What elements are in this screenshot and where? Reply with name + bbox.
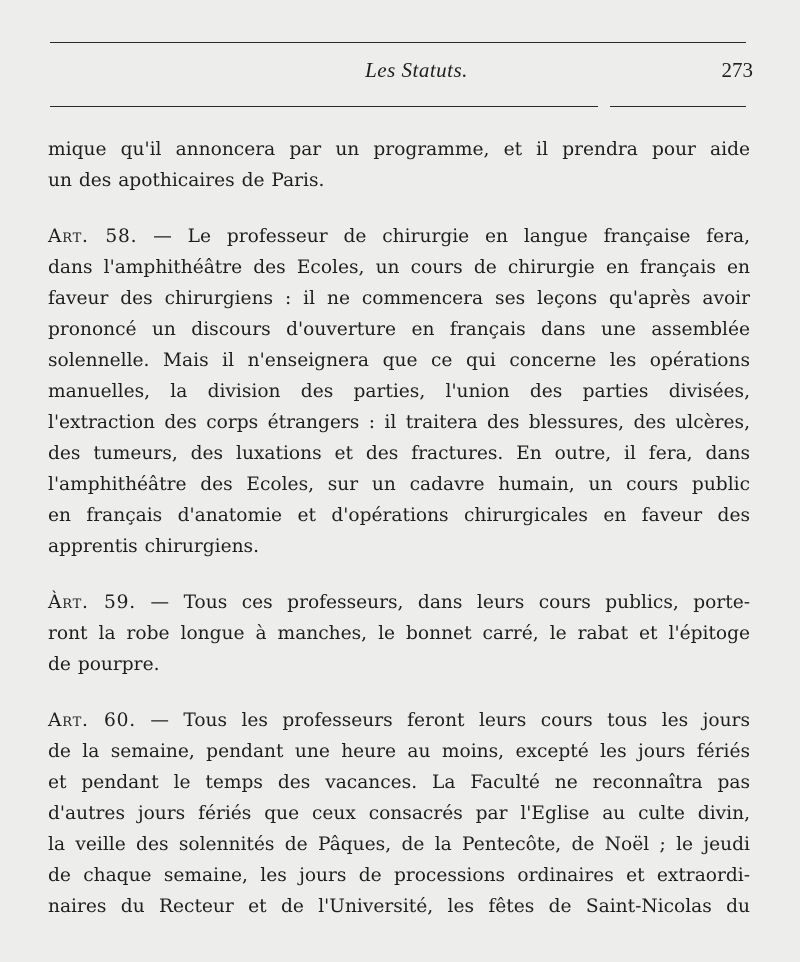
text-line: solennelle. Mais il n'enseignera que ce qui concerne les opérations: [48, 350, 750, 371]
text-span: — Tous ces professeurs, dans leurs cours publics, porte-: [136, 592, 750, 613]
text-span: — Tous les professeurs feront leurs cours tous les jours: [135, 710, 750, 731]
text-line: [48, 705, 750, 736]
paragraph-art-60: [48, 705, 750, 922]
text-line: en français d'anatomie et d'opérations chirurgicales en faveur des: [48, 505, 750, 526]
text-line: de la semaine, pendant une heure au moins, excepté les jours fériés: [48, 741, 750, 762]
paragraph-art-58: [48, 221, 750, 562]
text-line: ront la robe longue à manches, le bonnet carré, le rabat et l'épitoge: [48, 623, 750, 644]
running-head: [50, 58, 753, 88]
text-line: un des apothicaires de Paris.: [48, 170, 325, 191]
article-label: Art. 60.: [48, 710, 136, 731]
text-span: — Le professeur de chirurgie en langue française fera,: [137, 226, 750, 247]
text-line: apprentis chirurgiens.: [48, 536, 259, 557]
text-line: faveur des chirurgiens : il ne commencera ses leçons qu'après avoir: [48, 288, 750, 309]
article-label: Àrt. 59.: [48, 592, 137, 613]
body-text: [48, 134, 750, 922]
text-line: des tumeurs, des luxations et des fractures. En outre, il fera, dans: [48, 443, 750, 464]
text-line: l'amphithéâtre des Ecoles, sur un cadavre humain, un cours public: [48, 474, 750, 495]
text-line: l'extraction des corps étrangers : il traitera des blessures, des ulcères,: [48, 412, 750, 433]
paragraph-continuation: [48, 134, 750, 196]
text-line: de pourpre.: [48, 654, 160, 675]
article-label: Art. 58.: [48, 226, 138, 247]
text-line: mique qu'il annoncera par un programme, et il prendra pour aide: [48, 139, 750, 160]
header-bottom-rule-left: [50, 106, 598, 107]
text-line: manuelles, la division des parties, l'union des parties divisées,: [48, 381, 750, 402]
paragraph-art-59: [48, 587, 750, 680]
header-bottom-rule-right: [610, 106, 746, 107]
text-line: la veille des solennités de Pâques, de la Pentecôte, de Noël ; le jeudi: [48, 834, 750, 855]
text-line: prononcé un discours d'ouverture en français dans une assemblée: [48, 319, 750, 340]
text-line: d'autres jours fériés que ceux consacrés par l'Eglise au culte divin,: [48, 803, 750, 824]
running-title: Les Statuts.: [365, 58, 468, 82]
text-line: naires du Recteur et de l'Université, les fêtes de Saint-Nicolas du: [48, 896, 750, 917]
text-line: [48, 587, 750, 618]
text-line: [48, 221, 750, 252]
text-line: dans l'amphithéâtre des Ecoles, un cours de chirurgie en français en: [48, 257, 750, 278]
text-line: et pendant le temps des vacances. La Faculté ne reconnaîtra pas: [48, 772, 750, 793]
page-number: 273: [721, 58, 753, 82]
header-top-rule: [50, 42, 746, 43]
text-line: de chaque semaine, les jours de processions ordinaires et extraordi-: [48, 865, 750, 886]
